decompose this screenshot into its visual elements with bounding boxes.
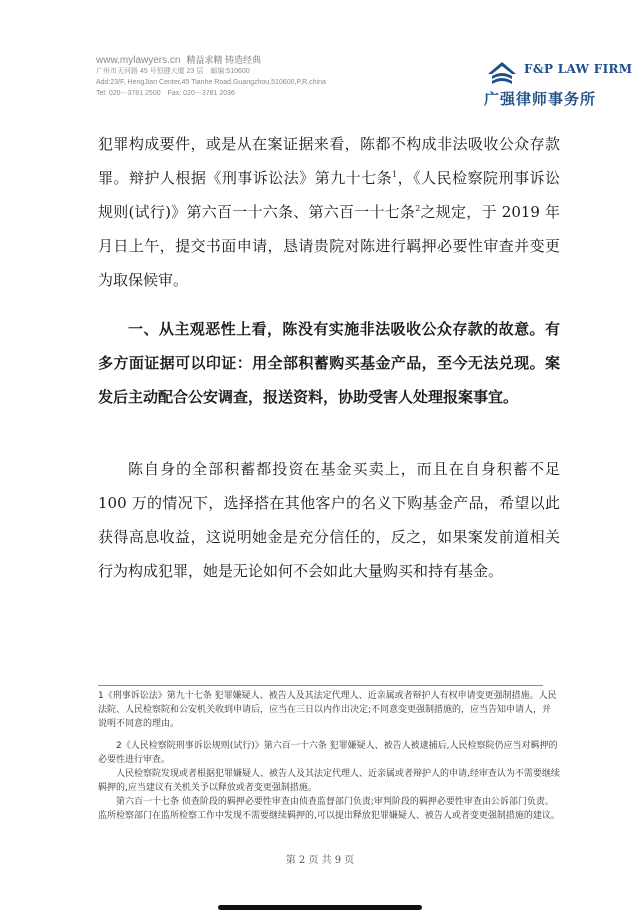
firm-name-en: F&P LAW FIRM <box>524 62 633 76</box>
footnote-1: 1《刑事诉讼法》第九十七条 犯罪嫌疑人、被告人及其法定代理人、近亲属或者辩护人有权申请变更强制措施。人民法院、人民检察院和公安机关收到申请后，应当在三日以内作出决定;不同意变更强制措施的，应当告知申请人，并说明不同意的理由。 <box>98 691 557 729</box>
footnote-2-para-2: 人民检察院发现或者根据犯罪嫌疑人、被告人及其法定代理人、近亲属或者辩护人的申请,经审查认为不需要继续羁押的,应当建议有关机关予以释放或者变更强制措施。 <box>98 769 560 793</box>
footnotes <box>98 689 560 823</box>
footnote-divider <box>98 685 543 686</box>
firm-name-cn: 广强律师事务所 <box>484 90 597 108</box>
section-heading-1: 一、从主观恶性上看，陈没有实施非法吸收公众存款的故意。有多方面证据可以印证：用全部积蓄购买基金产品，至今无法兑现。案发后主动配合公安调查，报送资料，协助受害人处理报案事宜。 <box>98 320 560 406</box>
address-cn: 广州市天河路 45 号恒健大厦 23 层 邮编:510600 <box>96 68 250 75</box>
footnote-ref-1[interactable]: 1 <box>392 170 398 179</box>
contact-line: Tel: 020－3781 2500 Fax: 020－3781 2036 <box>96 90 235 97</box>
footnote-2: 2《人民检察院刑事诉讼规则(试行)》第六百一十六条 犯罪嫌疑人、被告人被逮捕后,人民检察院仍应当对羁押的必要性进行审查。 <box>98 741 558 765</box>
page-number: 第 2 页 共 9 页 <box>285 855 355 866</box>
home-indicator[interactable] <box>218 905 422 910</box>
motto-text: 精益求精 铸造经典 <box>186 55 261 65</box>
letterhead-contact <box>96 55 396 99</box>
firm-logo <box>478 58 633 108</box>
fp-law-firm-logo-icon <box>486 60 518 88</box>
body-paragraph-2: 陈自身的全部积蓄都投资在基金买卖上，而且在自身积蓄不足 100 万的情况下，选择搭在其他客户的名义下购基金产品，希望以此获得高息收益，这说明她金是充分信任的，反之，如果案发前道相关行为构成犯罪，她是无论如何不会如此大量购买和持有基金。 <box>98 460 560 580</box>
footnote-2-para-3: 第六百一十七条 侦查阶段的羁押必要性审查由侦查监督部门负责;审判阶段的羁押必要性审查由公诉部门负责。监所检察部门在监所检察工作中发现不需要继续羁押的,可以提出释放犯罪嫌疑人、被告人或者变更强制措施的建议。 <box>98 797 560 821</box>
website-text: www.mylawyers.cn <box>96 55 181 66</box>
footnote-ref-2[interactable]: 2 <box>415 204 421 213</box>
body-paragraph-1: 犯罪构成要件，或是从在案证据来看，陈都不构成非法吸收公众存款罪。辩护人根据《刑事诉讼法》第九十七条$^1$，《人民检察院刑事诉讼规则(试行)》第六百一十六条、第六百一十七条$^2$之规定，于 2019 年月日上午，提交书面申请，恳请贵院对陈进行羁押必要性审查并变更为取保候审。 <box>98 135 560 289</box>
address-en: Add:23/F, HengJian Center,45 Tianhe Road,Guangzhou,510600,P,R,china <box>96 79 326 86</box>
